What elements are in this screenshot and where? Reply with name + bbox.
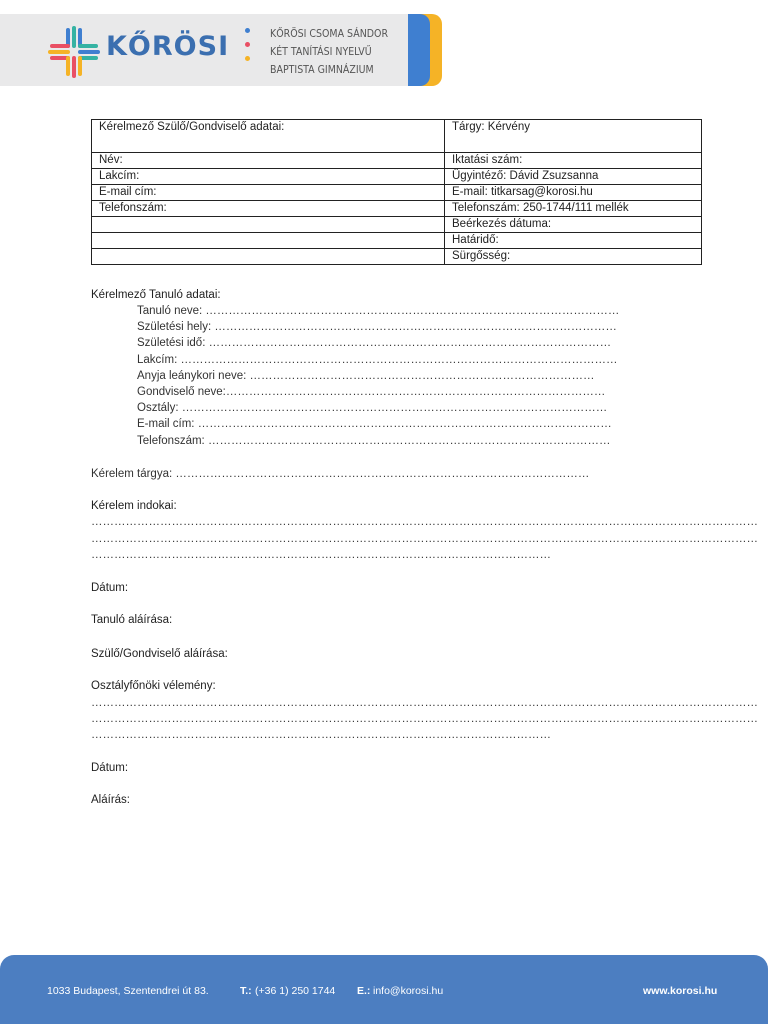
parent-signature-label: Szülő/Gondviselő aláírása: xyxy=(91,648,228,660)
empty-cell xyxy=(92,233,445,249)
opinion-line[interactable]: ………………………………………………………………………………………………………………………………………………………… xyxy=(91,713,758,725)
address-field[interactable]: Lakcím: xyxy=(92,169,445,185)
urgency-field: Sürgősség: xyxy=(445,249,702,265)
footer-address: 1033 Budapest, Szentendrei út 83. xyxy=(47,985,209,997)
table-row xyxy=(92,169,702,185)
student-address-field[interactable]: Lakcím: …………………………………………………………………………………………………… xyxy=(137,354,618,366)
brand-wordmark: KŐRÖSI xyxy=(106,31,230,62)
reasons-line[interactable]: ………………………………………………………………………………………………………… xyxy=(91,549,551,561)
subject-cell: Tárgy: Kérvény xyxy=(445,120,702,153)
table-row xyxy=(92,217,702,233)
email-field[interactable]: E-mail cím: xyxy=(92,185,445,201)
signature-label: Aláírás: xyxy=(91,794,130,806)
header-accent-blue xyxy=(408,14,430,86)
school-logo-icon xyxy=(48,26,100,78)
school-name-line: KŐRÖSI CSOMA SÁNDOR xyxy=(270,28,389,40)
header-divider-dots xyxy=(245,28,251,76)
table-row xyxy=(92,249,702,265)
opinion-line[interactable]: ………………………………………………………………………………………………………… xyxy=(91,729,551,741)
mother-maiden-name-field[interactable]: Anyja leánykori neve: ……………………………………………………………………………… xyxy=(137,370,595,382)
case-handler-cell: Ügyintéző: Dávid Zsuzsanna xyxy=(445,169,702,185)
school-name-line: KÉT TANÍTÁSI NYELVŰ xyxy=(270,46,372,58)
student-phone-field[interactable]: Telefonszám: …………………………………………………………………………………………… xyxy=(137,435,611,447)
applicant-info-table xyxy=(91,119,702,265)
parent-data-heading: Kérelmező Szülő/Gondviselő adatai: xyxy=(92,120,445,153)
reasons-line[interactable]: ………………………………………………………………………………………………………………………………………………………… xyxy=(91,533,758,545)
empty-cell xyxy=(92,217,445,233)
deadline-field: Határidő: xyxy=(445,233,702,249)
request-reasons-label: Kérelem indokai: xyxy=(91,500,177,512)
school-name-line: BAPTISTA GIMNÁZIUM xyxy=(270,64,374,76)
table-row xyxy=(92,153,702,169)
birthplace-field[interactable]: Születési hely: …………………………………………………………………………………………… xyxy=(137,321,617,333)
school-name xyxy=(270,25,410,79)
footer-website-link[interactable]: www.korosi.hu xyxy=(643,985,718,997)
date-label: Dátum: xyxy=(91,582,129,594)
footer-phone-label: T.: xyxy=(240,985,252,997)
footer-email-link[interactable]: info@korosi.hu xyxy=(373,985,444,997)
name-field[interactable]: Név: xyxy=(92,153,445,169)
student-name-field[interactable]: Tanuló neve: ……………………………………………………………………………………………… xyxy=(137,305,620,317)
received-date-field: Beérkezés dátuma: xyxy=(445,217,702,233)
student-email-field[interactable]: E-mail cím: ……………………………………………………………………………………………… xyxy=(137,418,612,430)
guardian-name-field[interactable]: Gondviselő neve:……………………………………………………………………………………… xyxy=(137,386,606,398)
footer-bar xyxy=(0,955,768,1024)
class-field[interactable]: Osztály: ………………………………………………………………………………………………… xyxy=(137,402,608,414)
table-row xyxy=(92,120,702,153)
request-subject-field[interactable]: Kérelem tárgya: ……………………………………………………………………………………………… xyxy=(91,468,590,480)
office-email-cell: E-mail: titkarsag@korosi.hu xyxy=(445,185,702,201)
reasons-line[interactable]: ………………………………………………………………………………………………………………………………………………………… xyxy=(91,516,758,528)
birthdate-field[interactable]: Születési idő: …………………………………………………………………………………………… xyxy=(137,337,612,349)
table-row xyxy=(92,201,702,217)
empty-cell xyxy=(92,249,445,265)
teacher-opinion-label: Osztályfőnöki vélemény: xyxy=(91,680,216,692)
table-row xyxy=(92,233,702,249)
student-signature-label: Tanuló aláírása: xyxy=(91,614,173,626)
office-phone-cell: Telefonszám: 250-1744/111 mellék xyxy=(445,201,702,217)
phone-field[interactable]: Telefonszám: xyxy=(92,201,445,217)
date-label-2: Dátum: xyxy=(91,762,129,774)
footer-email-label: E.: xyxy=(357,985,371,997)
registration-number-field: Iktatási szám: xyxy=(445,153,702,169)
footer-phone: (+36 1) 250 1744 xyxy=(255,985,336,997)
student-data-heading: Kérelmező Tanuló adatai: xyxy=(91,289,221,301)
table-row xyxy=(92,185,702,201)
opinion-line[interactable]: ………………………………………………………………………………………………………………………………………………………… xyxy=(91,697,758,709)
